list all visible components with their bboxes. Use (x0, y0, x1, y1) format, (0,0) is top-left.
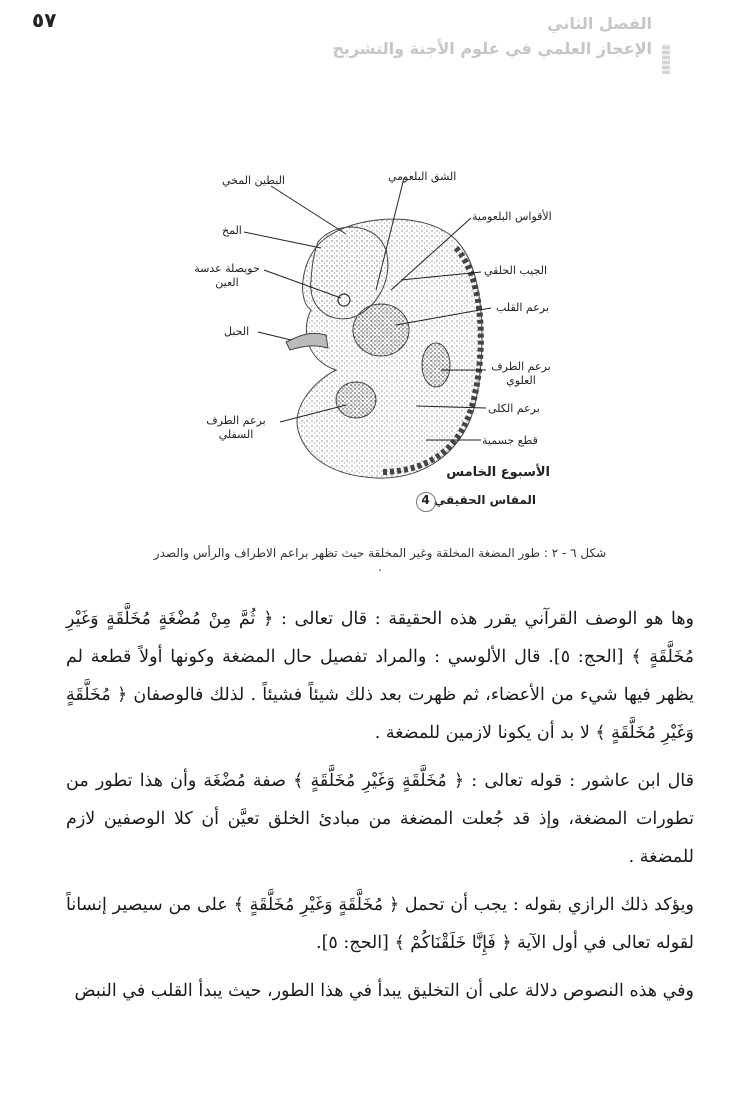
label-lens-vesicle (190, 262, 264, 290)
label-pharyngeal-arches: الأقواس البلعومية (472, 210, 552, 223)
label-brain: المخ (222, 224, 242, 237)
upper-limb-shape (422, 343, 450, 387)
body-text (66, 600, 694, 1020)
label-upper-limb-bud (486, 360, 556, 388)
paragraph-1: وها هو الوصف القرآني يقرر هذه الحقيقة : قال تعالى : ﴿ ثُمَّ مِنْ مُضْغَةٍ مُخَلَّقَةٍ وَغَيْرِ مُخَلَّقَةٍ ﴾ [الحج: ٥]. قال الألوسي : والمراد تفصيل حال المضغة وكونها أولاً قطعة لم يظهر فيها شيء من الأعضاء، ثم ظهرت بعد ذلك شيئاً فشيئاً . لذلك فالوصفان ﴿ مُخَلَّقَةٍ وَغَيْرِ مُخَلَّقَةٍ ﴾ لا بد أن يكونا لازمين للمضغة . (66, 609, 694, 743)
label-lens-vesicle-line2: العين (215, 276, 239, 289)
label-lower-limb-line1: برعم الطرف (206, 414, 266, 427)
label-lens-vesicle-line1: حويصلة عدسة (194, 262, 260, 275)
page-number: ٥٧ (32, 8, 57, 32)
label-upper-limb-line1: برعم الطرف (491, 360, 551, 373)
lower-limb-shape (336, 382, 376, 418)
label-optic-ventricle: البطين المخي (222, 174, 285, 187)
label-heart-bud: برعم القلب (496, 301, 549, 314)
label-cervical-sinus: الجيب الحلقي (484, 264, 548, 277)
running-header (332, 14, 652, 58)
label-pharyngeal-cleft: الشق البلعومي (388, 170, 457, 183)
label-upper-limb-line2: العلوي (506, 374, 536, 387)
label-lower-limb-bud (196, 414, 276, 442)
chapter-subtitle: الإعجاز العلمي في علوم الأجنة والتشريح (332, 39, 652, 58)
scale-label: المقاس الحقيقي 4 (421, 493, 536, 507)
label-kidney-bud: برعم الكلى (488, 402, 540, 415)
chapter-title: الفصل الثاني (547, 14, 652, 33)
week-label: الأسبوع الخامس (446, 465, 550, 480)
paragraph-4: وفي هذه النصوص دلالة على أن التخليق يبدأ في هذا الطور، حيث يبدأ القلب في النبض (74, 981, 694, 1001)
paragraph-3: ويؤكد ذلك الرازي بقوله : يجب أن تحمل ﴿ مُخَلَّقَةٍ وَغَيْرِ مُخَلَّقَةٍ ﴾ على من سيصير إنساناً لقوله تعالى في أول الآية ﴿ فَإِنَّا خَلَقْنَاكُمْ ﴾ [الحج: ٥]. (66, 895, 694, 953)
header-decoration (662, 44, 670, 74)
label-lower-limb-line2: السفلي (218, 428, 254, 441)
figure-caption: شكل ٦ - ٢ : طور المضغة المخلقة وغير المخلقة حيث تظهر براعم الاطراف والرأس والصدر . (153, 546, 607, 574)
paragraph-2: قال ابن عاشور : قوله تعالى : ﴿ مُخَلَّقَةٍ وَغَيْرِ مُخَلَّقَةٍ ﴾ صفة مُضْغَة وأن هذا تطور من تطورات المضغة، وإذ قد جُعلت المضغة من مبادئ الخلق تعيَّن أن كلا الوصفين لازم للمضغة . (66, 771, 694, 867)
heart-bud-shape (353, 304, 409, 356)
label-cord: الحبل (224, 325, 250, 338)
label-somites: قطع جسمية (482, 434, 538, 447)
scale-mark-icon (416, 492, 436, 512)
